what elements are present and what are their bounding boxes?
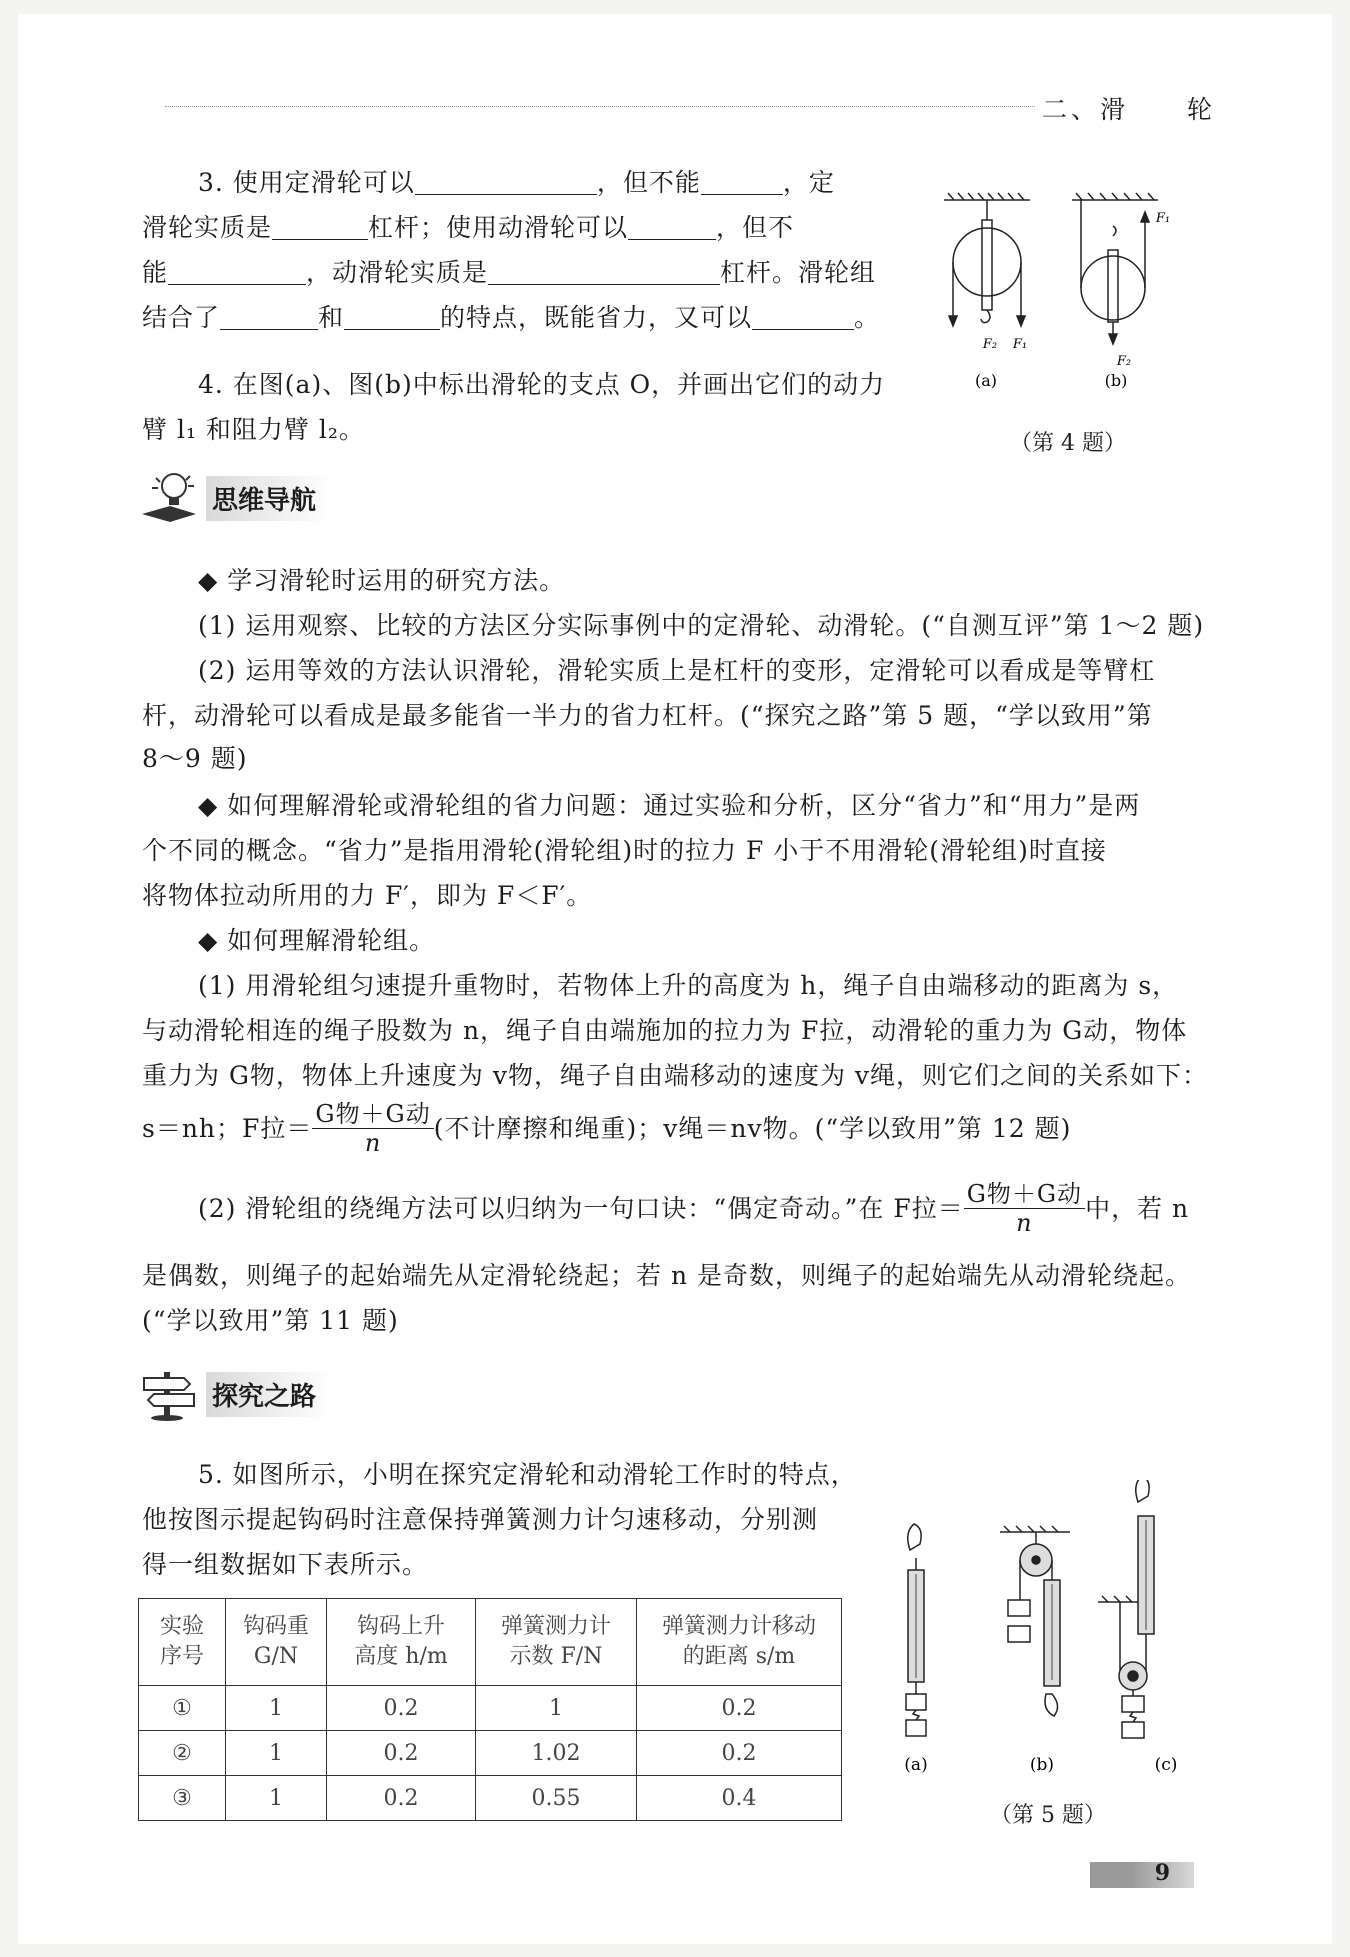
fig4-label-b: (b) xyxy=(1104,371,1128,390)
q5-line2: 他按图示提起钩码时注意保持弹簧测力计匀速移动，分别测 xyxy=(142,1505,819,1534)
fig5-label-b: (b) xyxy=(1029,1755,1055,1775)
table-cell: 0.2 xyxy=(637,1731,842,1776)
nav-para-4: (“学以致用”第 11 题) xyxy=(142,1306,399,1335)
nav-bullet-2: 个不同的概念。“省力”是指用滑轮(滑轮组)时的拉力 F 小于不用滑轮(滑轮组)时直接 xyxy=(142,836,1107,865)
section-header-thinking-guide xyxy=(140,470,330,526)
fig4-label-a: (a) xyxy=(974,371,998,390)
formula-text: (不计摩擦和绳重)；v绳＝nv物。(“学以致用”第 12 题) xyxy=(433,1114,1072,1143)
nav-para-4-text: 中，若 n xyxy=(1085,1194,1190,1223)
table-cell: 1 xyxy=(226,1776,327,1821)
fig5-label-c: (c) xyxy=(1154,1755,1178,1775)
table-cell: 1 xyxy=(476,1686,637,1731)
force-label-f2: F₂ xyxy=(982,337,998,352)
table-row xyxy=(139,1686,842,1731)
formula-line xyxy=(142,1100,1071,1157)
answer-blank[interactable] xyxy=(344,303,440,330)
header-line: 钩码重 xyxy=(242,1614,309,1639)
nav-para-4: 是偶数，则绳子的起始端先从定滑轮绕起；若 n 是奇数，则绳子的起始端先从动滑轮绕起。 xyxy=(142,1261,1191,1290)
header-line: 弹簧测力计 xyxy=(500,1614,611,1639)
table-row xyxy=(139,1776,842,1821)
table-row xyxy=(139,1731,842,1776)
page-number: 9 xyxy=(1154,1860,1170,1886)
fig5-a-spring-scale-setup xyxy=(906,1524,926,1736)
header-line: 钩码上升 xyxy=(356,1614,445,1639)
q3-text: 杠杆；使用动滑轮可以 xyxy=(368,213,629,242)
q3-text: 杠杆。滑轮组 xyxy=(720,258,877,287)
header-line: 弹簧测力计移动 xyxy=(661,1614,816,1639)
fraction-denominator: n xyxy=(364,1129,382,1157)
header-rule xyxy=(165,106,1035,107)
table-cell: ② xyxy=(139,1731,226,1776)
answer-blank[interactable] xyxy=(488,258,720,285)
answer-blank[interactable] xyxy=(220,303,318,330)
answer-blank[interactable] xyxy=(628,213,716,240)
section-title: 思维导航 xyxy=(206,476,330,521)
q4-line1: 4. 在图(a)、图(b)中标出滑轮的支点 O，并画出它们的动力 xyxy=(198,370,886,399)
nav-para-3: 与动滑轮相连的绳子股数为 n，绳子自由端施加的拉力为 F拉，动滑轮的重力为 G动，物体 xyxy=(142,1016,1188,1045)
header-line: 序号 xyxy=(159,1644,204,1669)
header-line: 示数 F/N xyxy=(509,1644,603,1669)
data-table xyxy=(138,1598,842,1821)
fig4-caption: （第 4 题） xyxy=(1010,431,1126,456)
section-header-exploration xyxy=(140,1366,330,1422)
nav-para-2: 杆，动滑轮可以看成是最多能省一半力的省力杠杆。(“探究之路”第 5 题，“学以致用”第 xyxy=(142,701,1153,730)
answer-blank[interactable] xyxy=(415,168,597,195)
q4-line2: 臂 l₁ 和阻力臂 l₂。 xyxy=(142,415,365,444)
page-number-tab xyxy=(1090,1862,1194,1888)
q3-line2 xyxy=(142,205,794,250)
nav-para-3: 重力为 G物，物体上升速度为 v物，绳子自由端移动的速度为 v绳，则它们之间的关系如下： xyxy=(142,1061,1209,1090)
figure-4 xyxy=(938,190,1174,390)
table-cell: 0.55 xyxy=(476,1776,637,1821)
q3-text: 的特点，既能省力，又可以 xyxy=(440,303,753,332)
table-header-cell xyxy=(327,1599,476,1686)
table-cell: 0.2 xyxy=(637,1686,842,1731)
table-cell: 1.02 xyxy=(476,1731,637,1776)
q3-text: ，但不 xyxy=(716,213,795,242)
lightbulb-book-icon xyxy=(140,470,198,526)
q3-text: 结合了 xyxy=(142,303,221,332)
fraction xyxy=(312,1100,433,1157)
fraction-denominator: n xyxy=(1016,1209,1033,1237)
header-line: 的距离 s/m xyxy=(682,1644,796,1669)
formula-text: s＝nh；F拉＝ xyxy=(142,1114,313,1143)
table-cell: 0.2 xyxy=(327,1731,476,1776)
q3-text: 和 xyxy=(318,303,345,332)
fraction-numerator: G物＋G动 xyxy=(312,1100,433,1129)
table-cell: 0.4 xyxy=(637,1776,842,1821)
q5-line3: 得一组数据如下表所示。 xyxy=(142,1550,429,1579)
nav-para-3: (1) 用滑轮组匀速提升重物时，若物体上升的高度为 h，绳子自由端移动的距离为 s， xyxy=(198,971,1179,1000)
q3-line3 xyxy=(142,250,876,295)
table-cell: ③ xyxy=(139,1776,226,1821)
q3-text: 滑轮实质是 xyxy=(142,213,273,242)
answer-blank[interactable] xyxy=(701,168,783,195)
nav-para-4 xyxy=(198,1180,1189,1237)
q3-text: ，但不能 xyxy=(596,168,701,197)
table-header-cell xyxy=(637,1599,842,1686)
table-header-row xyxy=(139,1599,842,1686)
nav-bullet-1: ◆ 学习滑轮时运用的研究方法。 xyxy=(198,566,566,595)
nav-para-2: 8～9 题) xyxy=(142,744,248,773)
answer-blank[interactable] xyxy=(168,258,306,285)
movable-pulley-diagram xyxy=(1072,193,1158,344)
nav-bullet-2: ◆ 如何理解滑轮或滑轮组的省力问题：通过实验和分析，区分“省力”和“用力”是两 xyxy=(198,791,1141,820)
q5-line1: 5. 如图所示，小明在探究定滑轮和动滑轮工作时的特点， xyxy=(198,1460,857,1489)
fraction-numerator: G物＋G动 xyxy=(964,1180,1085,1209)
nav-para-1: (1) 运用观察、比较的方法区分实际事例中的定滑轮、动滑轮。(“自测互评”第 1～2 题) xyxy=(198,611,1205,640)
table-header-cell xyxy=(139,1599,226,1686)
q3-text: 3. 使用定滑轮可以 xyxy=(198,168,415,197)
force-label-f2-b: F₂ xyxy=(1116,354,1132,369)
q3-text: 。 xyxy=(854,303,881,332)
fig5-b-movable-pulley-setup xyxy=(1000,1526,1070,1716)
fixed-pulley-diagram xyxy=(944,193,1030,326)
header-line: 高度 h/m xyxy=(354,1644,448,1669)
table-cell: 1 xyxy=(226,1686,327,1731)
table-cell: 1 xyxy=(226,1731,327,1776)
table-header-cell xyxy=(226,1599,327,1686)
fig5-caption: （第 5 题） xyxy=(990,1803,1106,1828)
q3-line4 xyxy=(142,295,880,340)
signpost-icon xyxy=(140,1366,198,1422)
section-title: 探究之路 xyxy=(206,1372,330,1417)
q3-text: ，动滑轮实质是 xyxy=(306,258,489,287)
q3-text: 能 xyxy=(142,258,169,287)
figure-5 xyxy=(880,1480,1210,1780)
table-cell: 0.2 xyxy=(327,1686,476,1731)
header-line: G/N xyxy=(253,1644,299,1669)
nav-bullet-2: 将物体拉动所用的力 F′，即为 F＜F′。 xyxy=(142,881,593,910)
q3-line1 xyxy=(198,160,835,205)
nav-bullet-3: ◆ 如何理解滑轮组。 xyxy=(198,926,436,955)
nav-para-4-text: (2) 滑轮组的绕绳方法可以归纳为一句口诀：“偶定奇动。”在 F拉＝ xyxy=(198,1194,964,1223)
fig5-label-a: (a) xyxy=(904,1755,928,1775)
force-label-f1: F₁ xyxy=(1012,337,1028,352)
force-label-f1-b: F₁ xyxy=(1155,211,1171,226)
fraction xyxy=(964,1180,1085,1237)
table-header-cell xyxy=(476,1599,637,1686)
answer-blank[interactable] xyxy=(272,213,368,240)
table-cell: ① xyxy=(139,1686,226,1731)
chapter-header: 二、滑 轮 xyxy=(1042,95,1217,124)
answer-blank[interactable] xyxy=(752,303,854,330)
nav-para-2: (2) 运用等效的方法认识滑轮，滑轮实质上是杠杆的变形，定滑轮可以看成是等臂杠 xyxy=(198,656,1156,685)
q3-text: ，定 xyxy=(782,168,835,197)
header-line: 实验 xyxy=(159,1614,204,1639)
fig5-c-movable-pulley-setup xyxy=(1098,1480,1154,1738)
table-cell: 0.2 xyxy=(327,1776,476,1821)
